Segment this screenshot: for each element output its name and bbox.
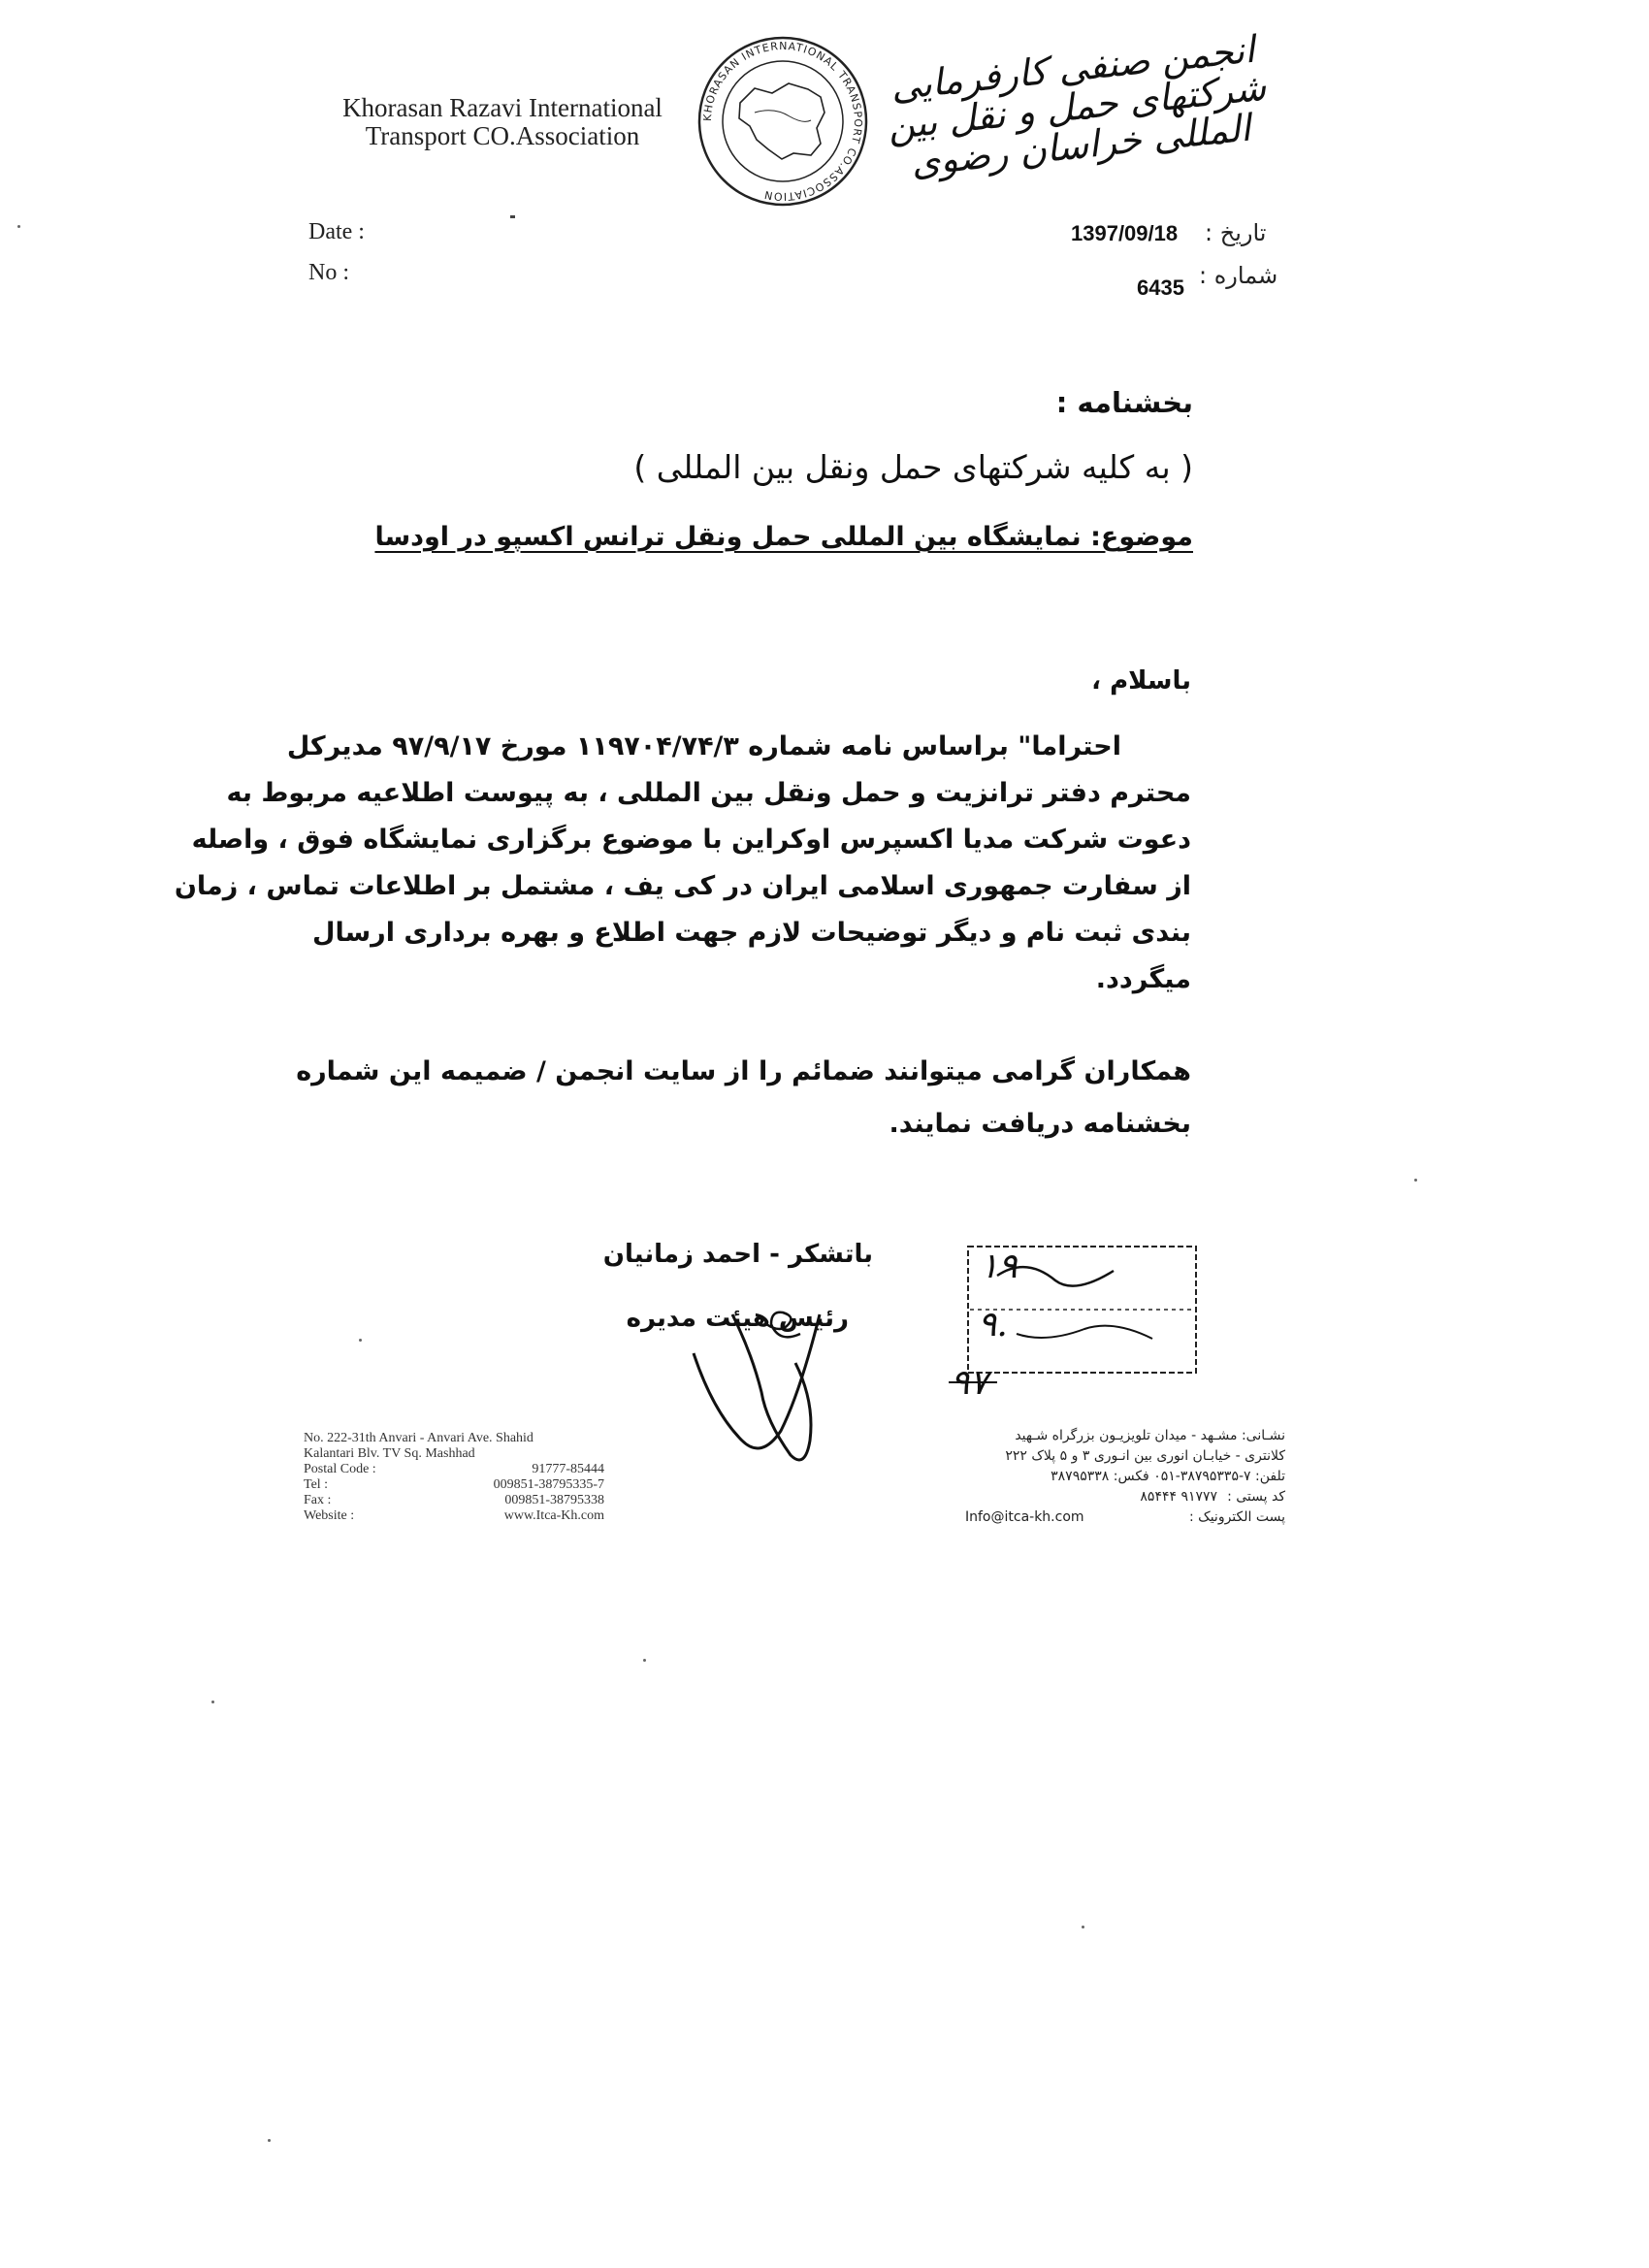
date-value: 1397/09/18 bbox=[1071, 221, 1179, 245]
scan-speck bbox=[643, 1659, 646, 1662]
org-name-english-line2: Transport CO.Association bbox=[365, 121, 640, 150]
scan-speck bbox=[211, 1701, 214, 1703]
footer-fa-postal-value: ۹۱۷۷۷ ۸۵۴۴۴ bbox=[1140, 1489, 1218, 1505]
footer-fa-email-label: پست الکترونیک : bbox=[1189, 1509, 1285, 1525]
org-name-english bbox=[308, 94, 696, 150]
footer-website-row bbox=[304, 1508, 604, 1524]
date-label-english: Date : bbox=[308, 219, 365, 244]
footer-fa-postal-label: کد پستی : bbox=[1227, 1489, 1285, 1505]
footer-fa-address-line1: نشـانی: مشـهد - میدان تلویزیـون بزرگراه شـهید bbox=[1015, 1428, 1285, 1443]
association-seal-logo bbox=[696, 35, 869, 208]
ink-dot bbox=[510, 215, 515, 218]
footer-fa-email-value: Info@itca-kh.com bbox=[965, 1509, 1084, 1525]
paragraph-line: دعوت شرکت مدیا اکسپرس اوکراین با موضوع برگزاری نمایشگاه فوق ، واصله bbox=[191, 825, 1191, 855]
body-paragraph-2 bbox=[296, 1046, 1191, 1150]
greeting: باسلام ، bbox=[1091, 666, 1191, 696]
paragraph-line: میگردد. bbox=[1095, 964, 1191, 994]
footer-english-contact bbox=[304, 1431, 614, 1524]
recipients-line: ( به کلیه شرکتهای حمل ونقل بین المللی ) bbox=[633, 448, 1193, 486]
stamp-year: ۹۷ bbox=[951, 1363, 988, 1403]
paragraph-line: بخشنامه دریافت نمایند. bbox=[889, 1109, 1191, 1139]
footer-tel-value: 009851-38795335-7 bbox=[493, 1477, 604, 1492]
paragraph-line: احتراما" براساس نامه شماره ۱۱۹۷۰۴/۷۴/۳ مورخ ۹۷/۹/۱۷ مدیرکل bbox=[286, 731, 1121, 761]
scan-speck bbox=[1414, 1179, 1417, 1182]
footer-fax-value: 009851-38795338 bbox=[504, 1493, 604, 1507]
footer-fa-email-row bbox=[965, 1507, 1285, 1528]
footer-fax-row bbox=[304, 1493, 604, 1508]
paragraph-line: همکاران گرامی میتوانند ضمائم را از سایت انجمن / ضمیمه این شماره bbox=[296, 1056, 1191, 1086]
stamp-number: ۱۹ bbox=[980, 1247, 1018, 1286]
closing-signer-name: باتشکر - احمد زمانیان bbox=[602, 1240, 873, 1269]
handwritten-signature bbox=[674, 1295, 849, 1489]
scan-speck bbox=[359, 1339, 362, 1342]
footer-fax-label: Fax : bbox=[304, 1493, 332, 1507]
scan-speck bbox=[1082, 1926, 1084, 1928]
footer-postal-row bbox=[304, 1462, 604, 1477]
paragraph-line: محترم دفتر ترانزیت و حمل ونقل بین المللی ، به پیوست اطلاعیه مربوط به bbox=[226, 778, 1191, 808]
org-name-persian: انجمن صنفی کارفرمایی شرکتهای حمل و نقل بین المللی خراسان رضوی bbox=[885, 27, 1269, 185]
footer-website-label: Website : bbox=[304, 1508, 355, 1523]
footer-postal-label: Postal Code : bbox=[304, 1462, 376, 1476]
scan-speck bbox=[268, 2139, 271, 2142]
stamp-date: ۹. bbox=[978, 1305, 1008, 1345]
circular-heading: بخشنامه : bbox=[1055, 386, 1193, 419]
signer-title: رئیس هیئت مدیره bbox=[626, 1304, 849, 1333]
svg-text:KHORASAN INTERNATIONAL TRANSPO bbox=[701, 40, 864, 203]
number-label-english: No : bbox=[308, 260, 349, 285]
paragraph-line: از سفارت جمهوری اسلامی ایران در کی یف ، مشتمل بر اطلاعات تماس ، زمان bbox=[174, 871, 1191, 901]
footer-tel-row bbox=[304, 1477, 604, 1493]
footer-fa-phone: تلفن: ۷-۳۸۷۹۵۳۳۵-۰۵۱ فکس: ۳۸۷۹۵۳۳۸ bbox=[1051, 1469, 1285, 1484]
footer-website-value: www.Itca-Kh.com bbox=[503, 1508, 604, 1523]
subject-line: موضوع: نمایشگاه بین المللی حمل ونقل ترانس اکسپو در اودسا bbox=[374, 522, 1193, 552]
paragraph-line: بندی ثبت نام و دیگر توضیحات لازم جهت اطلاع و بهره برداری ارسال bbox=[312, 918, 1191, 948]
footer-tel-label: Tel : bbox=[304, 1477, 329, 1492]
org-name-english-line1: Khorasan Razavi International bbox=[342, 93, 663, 122]
footer-postal-value: 91777-85444 bbox=[532, 1462, 604, 1476]
date-label-persian: تاریخ : bbox=[1205, 219, 1267, 246]
footer-address-line1: No. 222-31th Anvari - Anvari Ave. Shahid bbox=[304, 1431, 534, 1445]
footer-persian-contact bbox=[965, 1426, 1285, 1528]
footer-fa-address-line2: کلانتری - خیابـان انوری بین انـوری ۳ و ۵ پلاک ۲۲۲ bbox=[1005, 1448, 1285, 1464]
number-label-persian: شماره : bbox=[1199, 262, 1278, 289]
footer-address-line2: Kalantari Blv. TV Sq. Mashhad bbox=[304, 1446, 475, 1461]
number-value: 6435 bbox=[1137, 275, 1184, 300]
scan-speck bbox=[17, 225, 20, 228]
seal-ring-text: KHORASAN INTERNATIONAL TRANSPORT CO.ASSOCIATION bbox=[700, 39, 865, 204]
body-paragraph-1 bbox=[174, 724, 1191, 1003]
footer-fa-postal-row bbox=[965, 1487, 1285, 1507]
